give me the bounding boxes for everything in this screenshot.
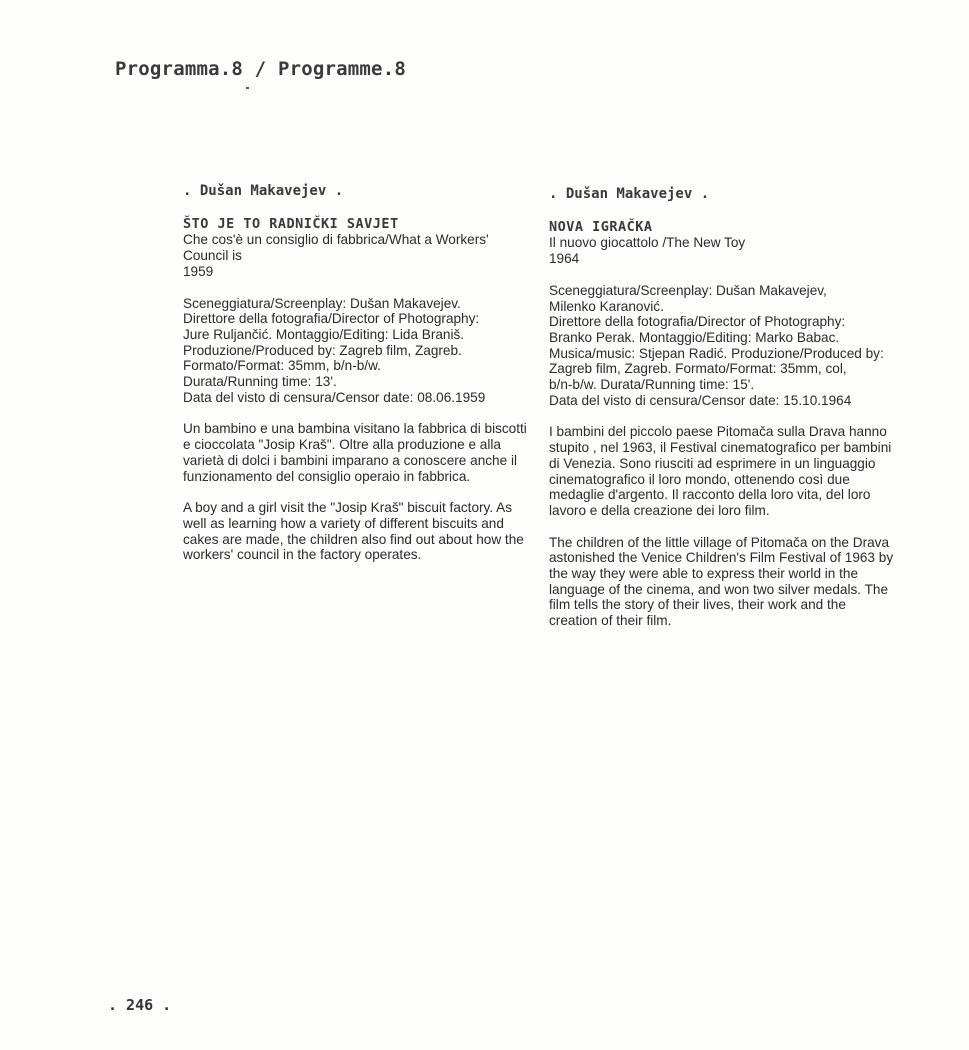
film-title: NOVA IGRAČKA	[549, 218, 653, 235]
director-name: . Dušan Makavejev .	[183, 183, 344, 199]
film-credits: Sceneggiatura/Screenplay: Dušan Makavejev. Direttore della fotografia/Director of Photography: Jure Ruljančić. Montaggio/Editing: Lida Braniš. Produzione/Produced by: Zagreb film, Zagreb. Formato/Format: 35mm, b/n-b/w. Durata/Running time: 13'. Data del visto di censura/Censor date: 08.06.1959	[183, 295, 486, 405]
page-header: Programma.8 / Programme.8	[115, 58, 406, 80]
page-number: . 246 .	[108, 996, 172, 1014]
film-entry-right	[549, 187, 894, 629]
header-mark	[246, 87, 249, 89]
film-credits: Sceneggiatura/Screenplay: Dušan Makavejev, Milenko Karanović. Direttore della fotografia/Director of Photography: Branko Perak. Montaggio/Editing: Marko Babac. Musica/music: Stjepan Radić. Produzione/Produced by: Zagreb film, Zagreb. Formato/Format: 35mm, col, b/n-b/w. Durata/Running time: 15'. Data del visto di censura/Censor date: 15.10.1964	[549, 282, 884, 408]
synopsis-english: The children of the little village of Pitomača on the Drava astonished the Venice Children's Film Festival of 1963 by the way they were able to express their world in the language of the cinema, and won two silver medals. The film tells the story of their lives, their work and the creation of their film.	[549, 534, 894, 629]
film-title: ŠTO JE TO RADNIČKI SAVJET	[183, 215, 399, 232]
synopsis-italian: I bambini del piccolo paese Pitomača sulla Drava hanno stupito , nel 1963, il Festival cinematografico per bambini di Venezia. Sono riusciti ad esprimere in un linguaggio cinematografico il loro mondo, ottenendo così due medaglie d'argento. Il racconto della loro vita, del loro lavoro e della creazione dei loro film.	[549, 424, 892, 518]
synopsis-english: A boy and a girl visit the "Josip Kraš" biscuit factory. As well as learning how a variety of different biscuits and cakes are made, the children also find out about how the workers' council in the factory operates.	[183, 500, 524, 563]
film-subtitle: Che cos'è un consiglio di fabbrica/What a Workers' Council is 1959	[183, 232, 489, 279]
synopsis-italian: Un bambino e una bambina visitano la fabbrica di biscotti e cioccolata "Josip Kraš". Oltre alla produzione e alla varietà di dolci i bambini imparano a conoscere anche il funzionamento del consiglio operaio in fabbrica.	[183, 421, 527, 484]
film-subtitle: Il nuovo giocattolo /The New Toy 1964	[549, 235, 746, 267]
director-name: . Dušan Makavejev .	[549, 186, 710, 202]
film-entry-left	[183, 184, 528, 563]
